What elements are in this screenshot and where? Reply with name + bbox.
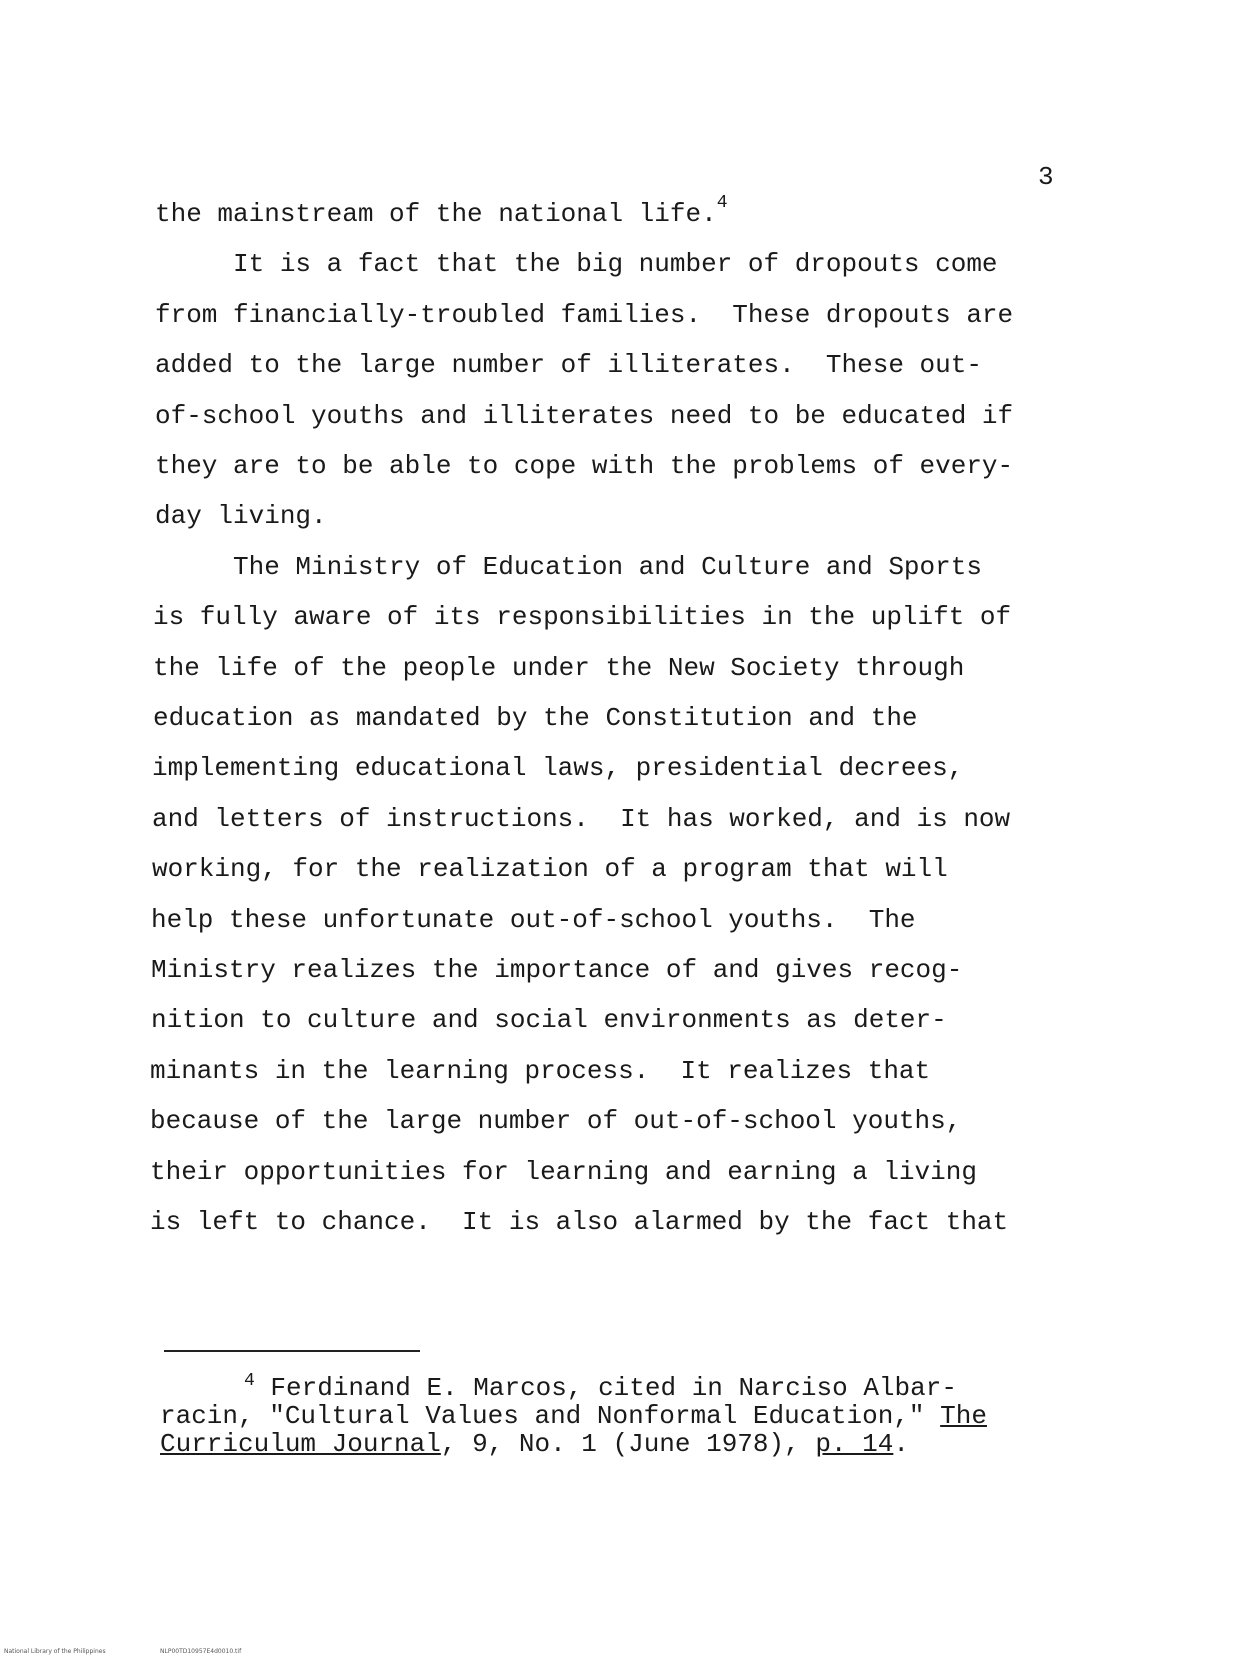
body-line: implementing educational laws, presidential decrees, — [152, 753, 964, 783]
body-line: the life of the people under the New Society through — [153, 653, 965, 683]
archive-footer — [0, 1644, 1240, 1658]
footnote-number: 4 — [244, 1371, 255, 1391]
body-line: help these unfortunate out-of-school youths. The — [151, 905, 916, 935]
body-line: their opportunities for learning and earning a living — [150, 1157, 977, 1187]
page-reference: p. 14 — [815, 1429, 894, 1459]
archive-code: NLP00TD10957E4d0010.tif — [160, 1648, 242, 1655]
body-line: Ministry realizes the importance of and gives recog- — [151, 955, 963, 985]
body-line: added to the large number of illiterates. These out- — [155, 350, 982, 380]
body-line: working, for the realization of a program that will — [152, 854, 948, 884]
body-line: the mainstream of the national life.$^4$ — [155, 193, 728, 229]
body-line: minants in the learning process. It realizes that — [150, 1056, 931, 1086]
journal-title: The — [940, 1401, 987, 1431]
footnote-line: Curriculum Journal, 9, No. 1 (June 1978), p. 14. — [160, 1429, 909, 1459]
body-line: from financially-troubled families. These dropouts are — [155, 300, 1014, 330]
body-line: education as mandated by the Constitution and the — [153, 703, 918, 733]
body-line: because of the large number of out-of-school youths, — [150, 1106, 962, 1136]
body-line: nition to culture and social environments as deter- — [151, 1005, 947, 1035]
body-line: and letters of instructions. It has worked, and is now — [152, 804, 1011, 834]
body-line: It is a fact that the big number of dropouts come — [155, 249, 998, 279]
body-line: of-school youths and illiterates need to be educated if — [155, 401, 1014, 431]
body-line: they are to be able to cope with the problems of every- — [155, 451, 1014, 481]
body-line: day living. — [155, 501, 327, 531]
page-number: 3 — [1038, 162, 1054, 192]
footnote-reference: 4 — [716, 193, 728, 213]
body-line: is left to chance. It is also alarmed by the fact that — [150, 1207, 1009, 1237]
journal-title: Curriculum Journal — [160, 1429, 441, 1459]
body-line: is fully aware of its responsibilities in the uplift of — [153, 602, 1012, 632]
footnote-line: $^4$ Ferdinand E. Marcos, cited in Narciso Albar- — [244, 1371, 957, 1403]
archive-credit: National Library of the Philippines — [4, 1648, 106, 1655]
body-line: The Ministry of Education and Culture and Sports — [155, 552, 982, 582]
footnote-line: racin, "Cultural Values and Nonformal Education," The — [160, 1401, 987, 1431]
footnote-divider — [164, 1350, 420, 1352]
